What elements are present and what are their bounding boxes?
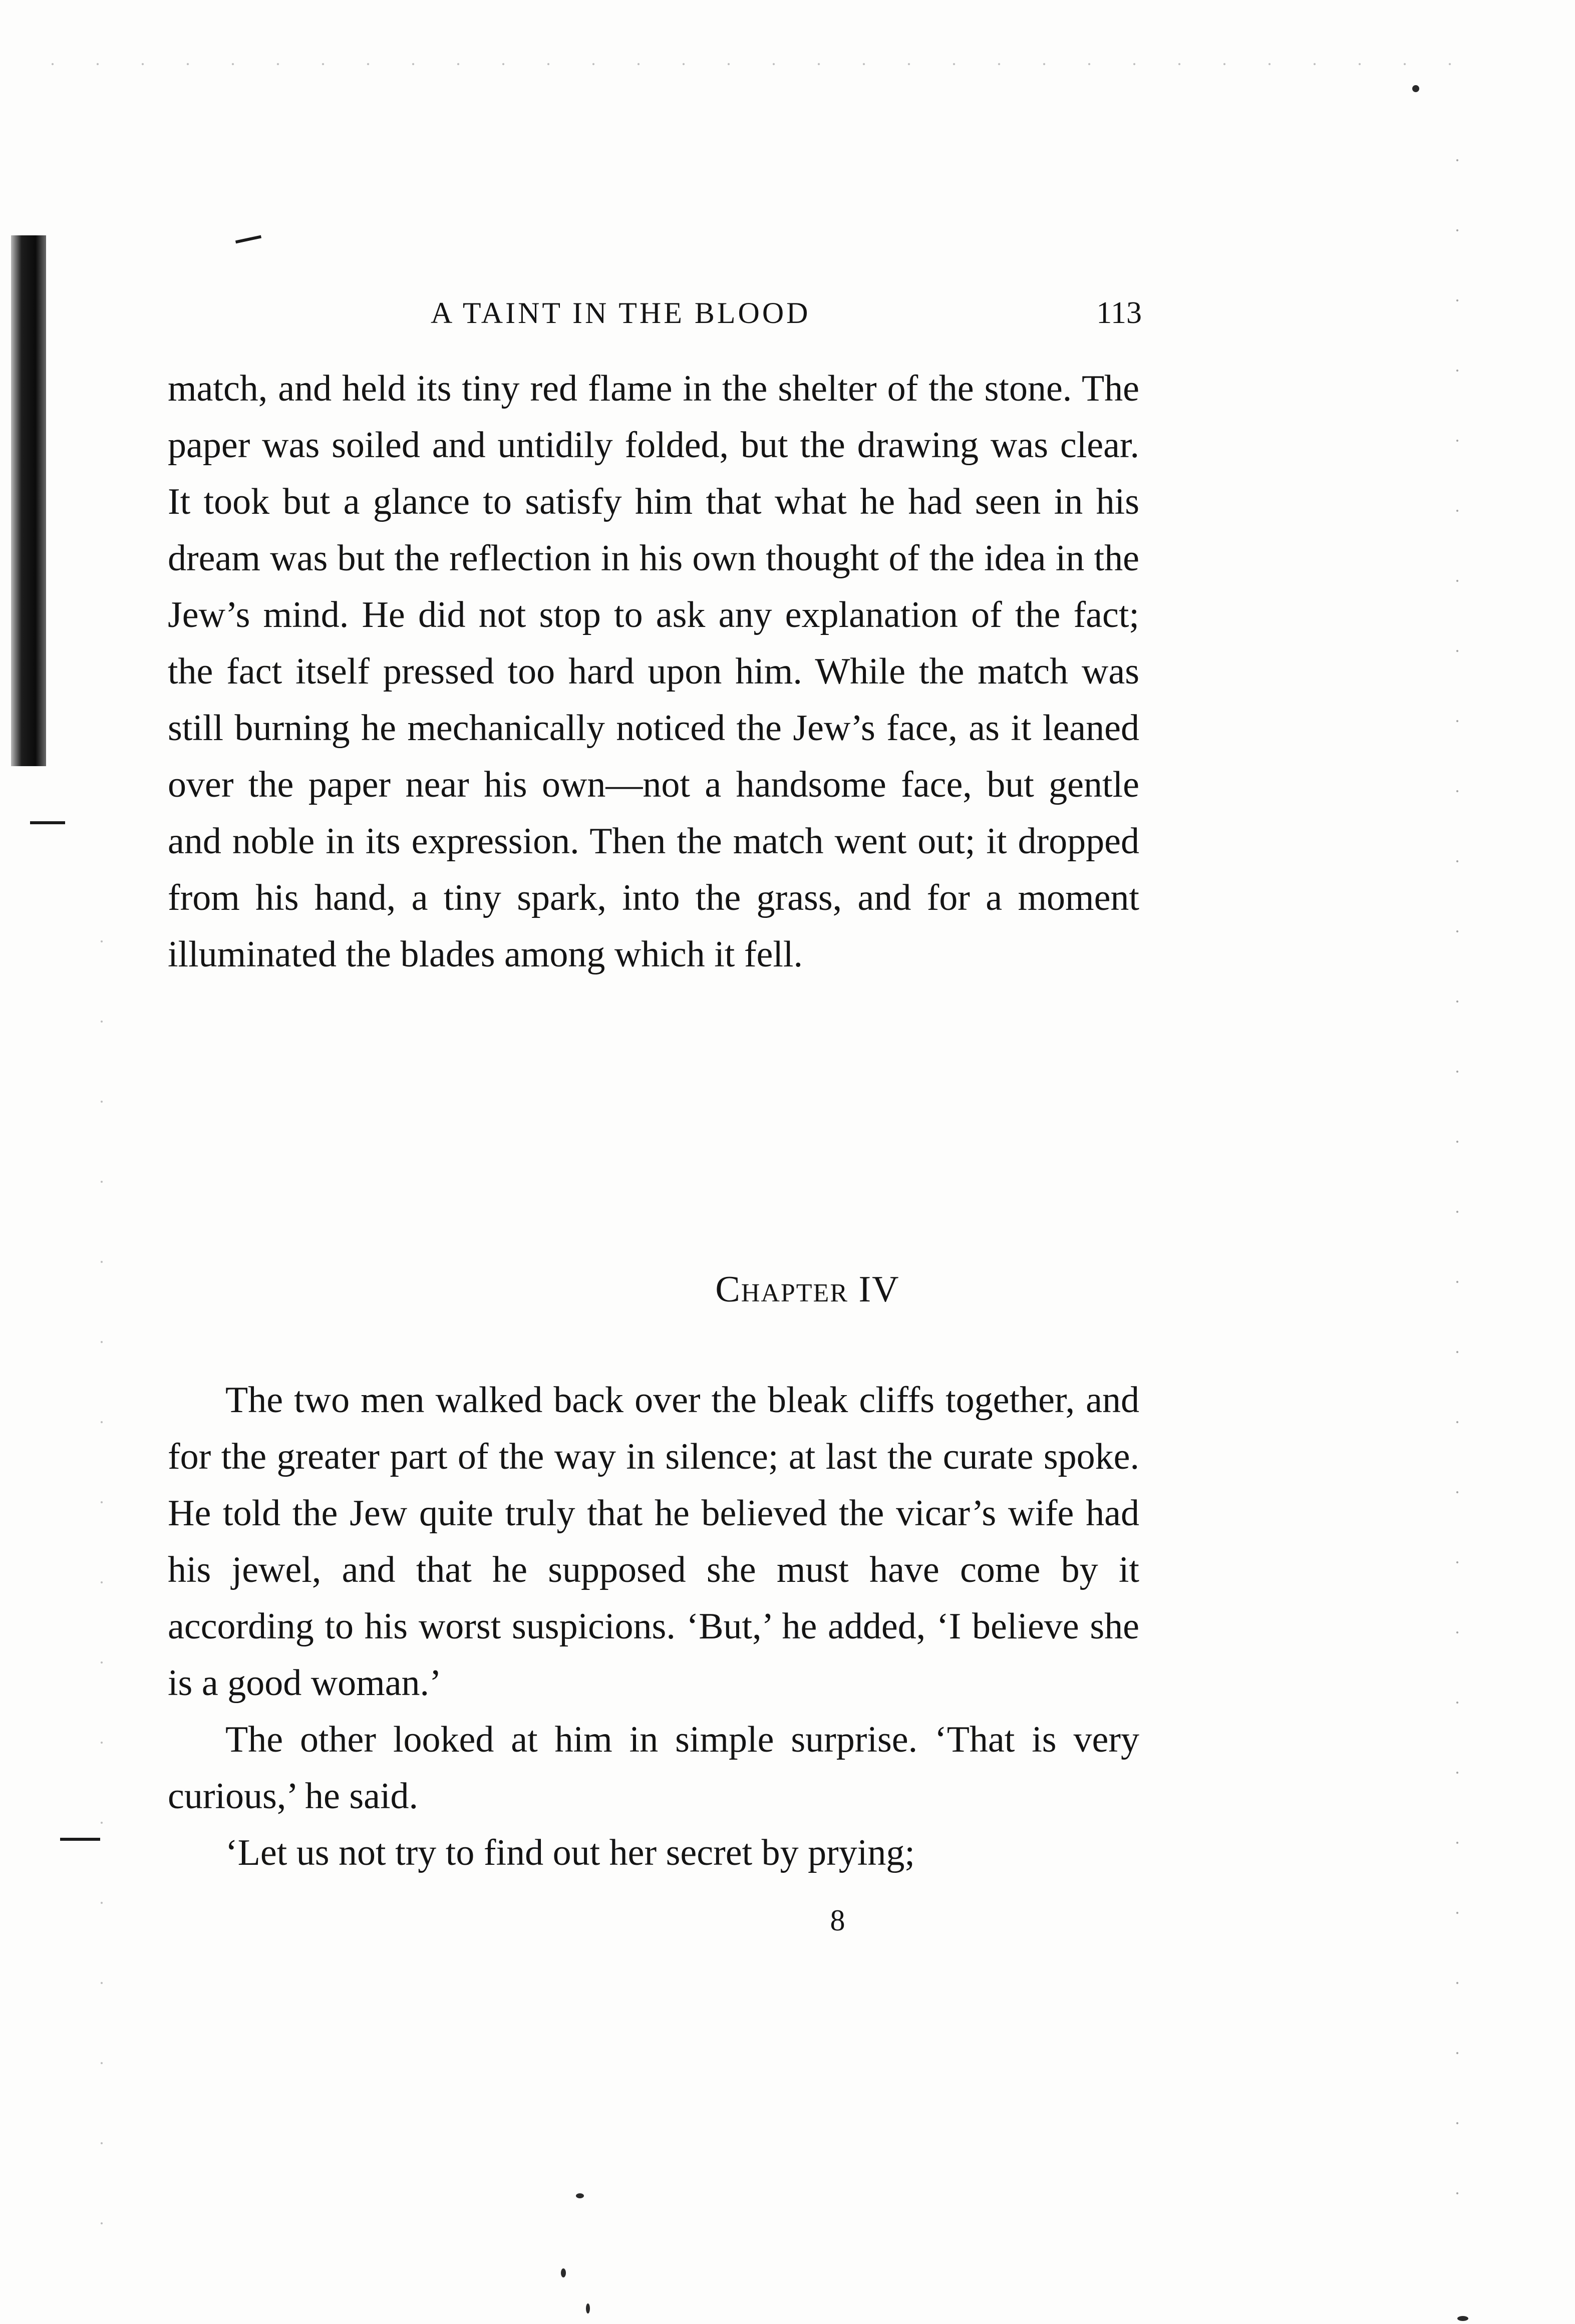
body-text-chapter	[168, 1372, 1139, 1881]
scan-speck	[1412, 85, 1419, 92]
scan-speck	[576, 2193, 584, 2198]
scan-speck	[586, 2303, 590, 2313]
page-number: 113	[1096, 296, 1142, 330]
paragraph: ‘Let us not try to find out her secret by prying;	[225, 1832, 915, 1873]
scan-speck	[1457, 2316, 1468, 2321]
paragraph: match, and held its tiny red flame in the shelter of the stone. The paper was soiled and untidily folded, but the drawing was clear. It took but a glance to satisfy him that what he had seen in his dream was but the reflection in his own thought of the idea in the Jew’s mind. He did not stop to ask any explanation of the fact; the fact itself pressed too hard upon him. While the match was still burning he mechanically noticed the Jew’s face, as it leaned over the paper near his own—not a handsome face, but gentle and noble in its expression. Then the match went out; it dropped from his hand, a tiny spark, into the grass, and for a moment illuminated the blades among which it fell.	[168, 368, 1139, 975]
signature-number: 8	[830, 1904, 845, 1937]
chapter-title: Chapter IV	[715, 1269, 900, 1310]
paragraph: The two men walked back over the bleak cliffs together, and for the greater part of the way in silence; at last the curate spoke. He told the Jew quite truly that he believed the vicar’s wife had his jewel, and that he supposed she must have come by it according to his worst suspicions. ‘But,’ he added, ‘I believe she is a good woman.’	[168, 1380, 1139, 1704]
signature-mark	[0, 1900, 1575, 1940]
body-text-before-chapter	[168, 361, 1139, 983]
chapter-heading	[0, 1262, 1575, 1317]
scan-top-specks	[30, 59, 1482, 69]
scan-left-specks	[95, 901, 108, 2253]
scan-edge-mark	[30, 821, 65, 824]
scan-speck	[561, 2268, 566, 2277]
running-title: A TAINT IN THE BLOOD	[431, 296, 811, 329]
running-head	[170, 290, 1142, 336]
scan-edge-shadow	[11, 235, 46, 766]
scan-edge-mark	[60, 1838, 100, 1841]
paragraph: The other looked at him in simple surprise. ‘That is very curious,’ he said.	[168, 1719, 1139, 1817]
scan-top-mark	[235, 235, 261, 244]
